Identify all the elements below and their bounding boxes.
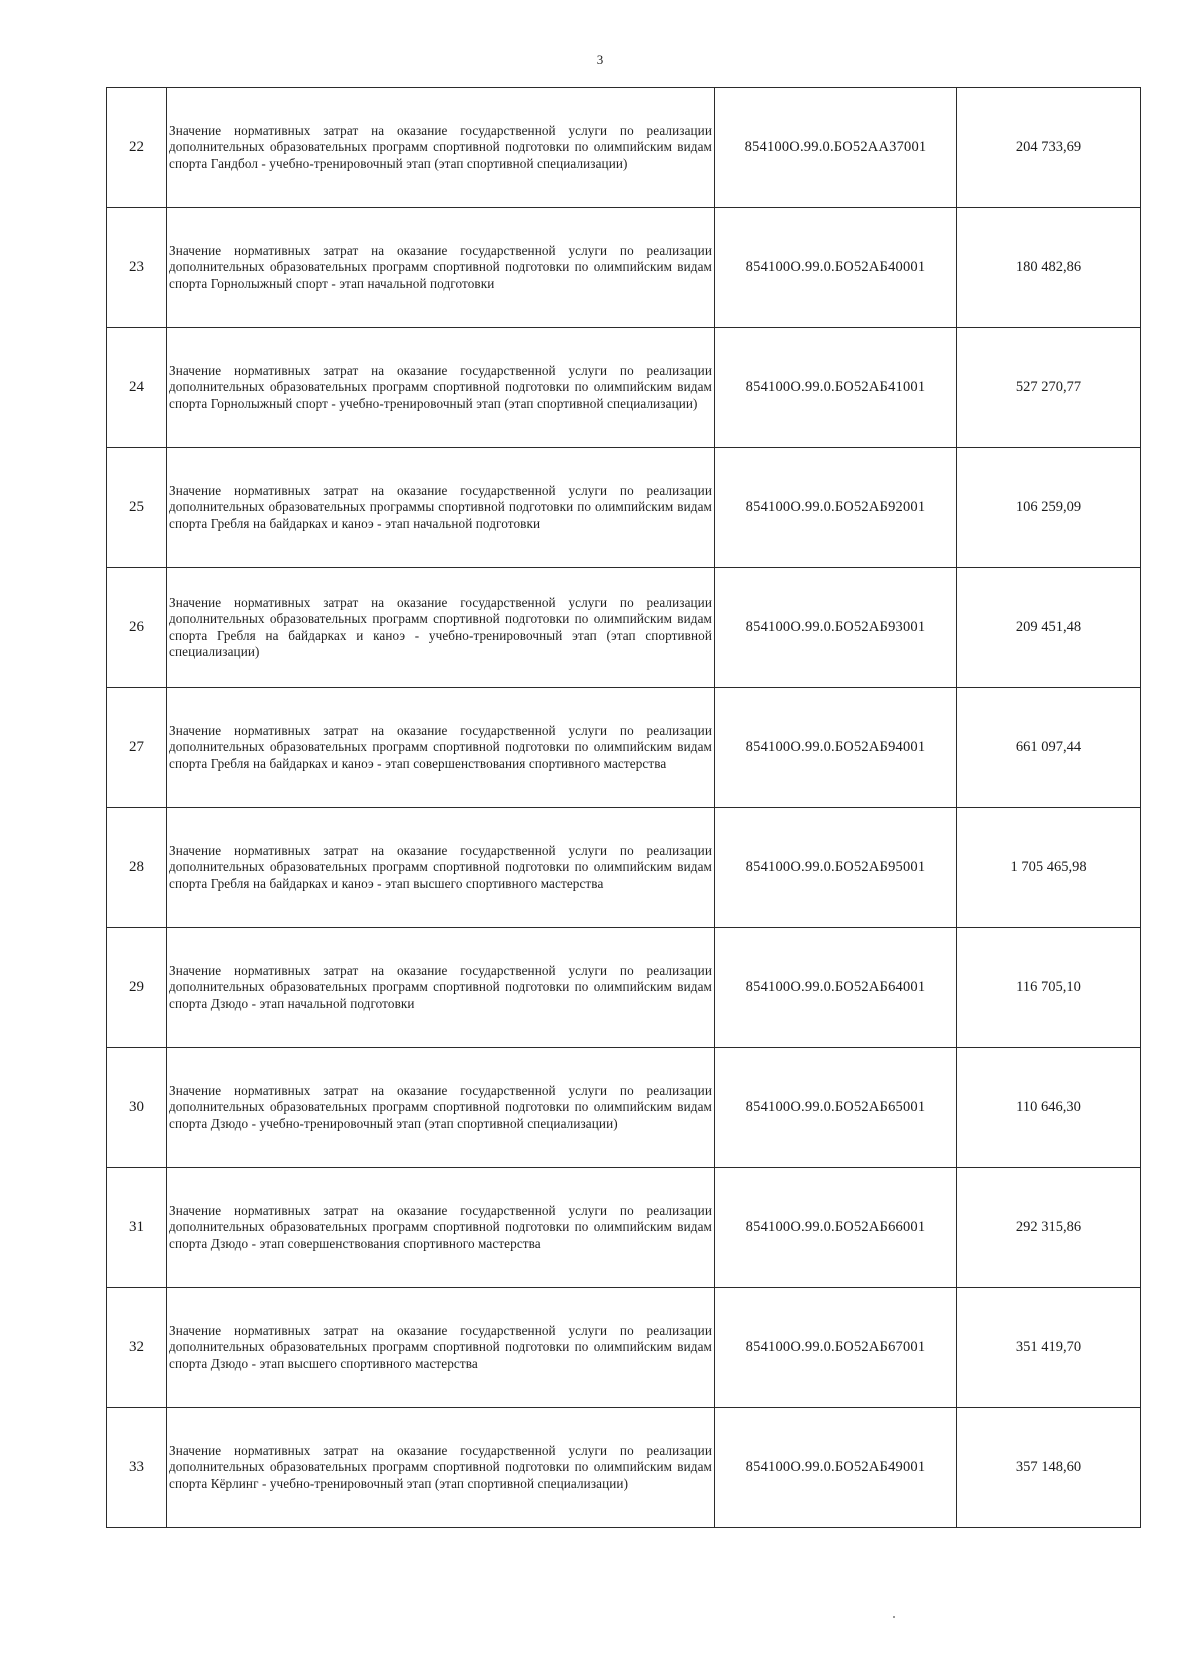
table-row [107, 1408, 1141, 1528]
row-service-code: 854100О.99.0.БО52АБ40001 [715, 208, 957, 328]
table-row [107, 208, 1141, 328]
row-service-code: 854100О.99.0.БО52АБ94001 [715, 688, 957, 808]
table-row [107, 808, 1141, 928]
table-row [107, 1048, 1141, 1168]
row-number: 30 [107, 1048, 167, 1168]
row-description: Значение нормативных затрат на оказание государственной услуги по реализации дополнительных образовательных программы спортивной подготовки по олимпийским видам спорта Гребля на байдарках и каноэ - этап начальной подготовки [169, 482, 712, 531]
table-row [107, 328, 1141, 448]
row-description-cell [167, 1288, 715, 1408]
row-description-cell [167, 328, 715, 448]
normative-costs-table [106, 87, 1141, 1528]
row-number: 22 [107, 88, 167, 208]
row-number: 33 [107, 1408, 167, 1528]
row-description-cell [167, 928, 715, 1048]
row-number: 32 [107, 1288, 167, 1408]
row-description-cell [167, 1408, 715, 1528]
row-number: 29 [107, 928, 167, 1048]
table-row [107, 928, 1141, 1048]
row-number: 24 [107, 328, 167, 448]
row-number: 26 [107, 568, 167, 688]
row-cost-value: 116 705,10 [957, 928, 1141, 1048]
row-service-code: 854100О.99.0.БО52АБ92001 [715, 448, 957, 568]
scan-speck [893, 1616, 895, 1618]
row-number: 25 [107, 448, 167, 568]
row-service-code: 854100О.99.0.БО52АБ67001 [715, 1288, 957, 1408]
row-description: Значение нормативных затрат на оказание государственной услуги по реализации дополнительных образовательных программ спортивной подготовки по олимпийским видам спорта Дзюдо - учебно-тренировочный этап (этап спортивной специализации) [169, 1082, 712, 1131]
row-description: Значение нормативных затрат на оказание государственной услуги по реализации дополнительных образовательных программ спортивной подготовки по олимпийским видам спорта Горнолыжный спорт - учебно-тренировочный этап (этап спортивной специализации) [169, 362, 712, 411]
row-description-cell [167, 208, 715, 328]
row-cost-value: 1 705 465,98 [957, 808, 1141, 928]
row-cost-value: 351 419,70 [957, 1288, 1141, 1408]
row-description: Значение нормативных затрат на оказание государственной услуги по реализации дополнительных образовательных программ спортивной подготовки по олимпийским видам спорта Гребля на байдарках и каноэ - этап совершенствования спортивного мастерства [169, 722, 712, 771]
row-service-code: 854100О.99.0.БО52АБ65001 [715, 1048, 957, 1168]
row-number: 23 [107, 208, 167, 328]
row-description-cell [167, 88, 715, 208]
row-description: Значение нормативных затрат на оказание государственной услуги по реализации дополнительных образовательных программ спортивной подготовки по олимпийским видам спорта Гребля на байдарках и каноэ - учебно-тренировочный этап (этап спортивной специализации) [169, 594, 712, 659]
row-description: Значение нормативных затрат на оказание государственной услуги по реализации дополнительных образовательных программ спортивной подготовки по олимпийским видам спорта Дзюдо - этап высшего спортивного мастерства [169, 1322, 712, 1371]
row-description: Значение нормативных затрат на оказание государственной услуги по реализации дополнительных образовательных программ спортивной подготовки по олимпийским видам спорта Гребля на байдарках и каноэ - этап высшего спортивного мастерства [169, 842, 712, 891]
row-description: Значение нормативных затрат на оказание государственной услуги по реализации дополнительных образовательных программ спортивной подготовки по олимпийским видам спорта Дзюдо - этап совершенствования спортивного мастерства [169, 1202, 712, 1251]
row-description-cell [167, 688, 715, 808]
row-number: 28 [107, 808, 167, 928]
row-service-code: 854100О.99.0.БО52АБ64001 [715, 928, 957, 1048]
row-service-code: 854100О.99.0.БО52АБ95001 [715, 808, 957, 928]
row-number: 31 [107, 1168, 167, 1288]
table-row [107, 448, 1141, 568]
table-row [107, 1168, 1141, 1288]
row-service-code: 854100О.99.0.БО52АБ66001 [715, 1168, 957, 1288]
row-cost-value: 110 646,30 [957, 1048, 1141, 1168]
row-service-code: 854100О.99.0.БО52АА37001 [715, 88, 957, 208]
row-service-code: 854100О.99.0.БО52АБ41001 [715, 328, 957, 448]
row-description-cell [167, 1168, 715, 1288]
row-cost-value: 661 097,44 [957, 688, 1141, 808]
row-description-cell [167, 448, 715, 568]
row-description: Значение нормативных затрат на оказание государственной услуги по реализации дополнительных образовательных программ спортивной подготовки по олимпийским видам спорта Гандбол - учебно-тренировочный этап (этап спортивной специализации) [169, 122, 712, 171]
row-description: Значение нормативных затрат на оказание государственной услуги по реализации дополнительных образовательных программ спортивной подготовки по олимпийским видам спорта Дзюдо - этап начальной подготовки [169, 962, 712, 1011]
row-cost-value: 106 259,09 [957, 448, 1141, 568]
table-row [107, 568, 1141, 688]
row-number: 27 [107, 688, 167, 808]
row-description-cell [167, 808, 715, 928]
row-cost-value: 209 451,48 [957, 568, 1141, 688]
page-number: 3 [596, 52, 604, 67]
row-description-cell [167, 1048, 715, 1168]
row-cost-value: 527 270,77 [957, 328, 1141, 448]
table-row [107, 1288, 1141, 1408]
table-row [107, 88, 1141, 208]
row-description-cell [167, 568, 715, 688]
row-cost-value: 357 148,60 [957, 1408, 1141, 1528]
row-cost-value: 204 733,69 [957, 88, 1141, 208]
row-description: Значение нормативных затрат на оказание государственной услуги по реализации дополнительных образовательных программ спортивной подготовки по олимпийским видам спорта Кёрлинг - учебно-тренировочный этап (этап спортивной специализации) [169, 1442, 712, 1491]
row-service-code: 854100О.99.0.БО52АБ93001 [715, 568, 957, 688]
table-row [107, 688, 1141, 808]
row-cost-value: 292 315,86 [957, 1168, 1141, 1288]
row-service-code: 854100О.99.0.БО52АБ49001 [715, 1408, 957, 1528]
row-cost-value: 180 482,86 [957, 208, 1141, 328]
row-description: Значение нормативных затрат на оказание государственной услуги по реализации дополнительных образовательных программ спортивной подготовки по олимпийским видам спорта Горнолыжный спорт - этап начальной подготовки [169, 242, 712, 291]
